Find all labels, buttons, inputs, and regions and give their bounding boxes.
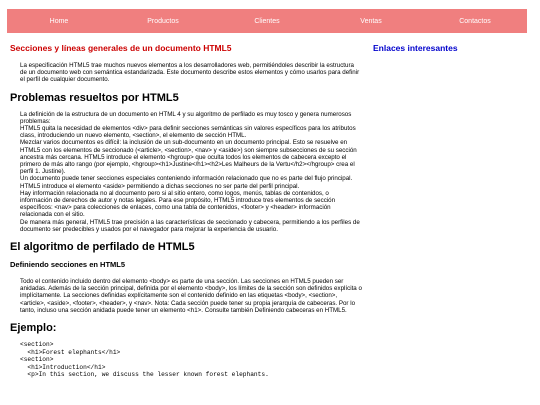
problem-line: La definición de la estructura de un documento en HTML 4 y su algoritmo de perfilado es muy tosco y genera numerosos problemas:: [20, 110, 352, 125]
problems-heading: Problemas resueltos por HTML5: [10, 91, 179, 104]
problem-line: HTML5 quita la necesidad de elementos <div> para definir secciones semánticas sin valores específicos para los atributos class, introduciendo un nuevo elemento, <section>, el elemento de sección HTML.: [20, 125, 356, 140]
nav-contactos-link[interactable]: Contactos: [459, 17, 491, 25]
intro-paragraph: La especificación HTML5 trae muchos nuevos elementos a los desarrolladores web, permitiéndoles describir la estructura de un documento web con semántica estandarizada. Este documento describe estos elementos y cómo usarlos para definir el perfil de cualquier documento.: [20, 62, 360, 84]
problem-line: Un documento puede tener secciones especiales conteniendo información relacionado que no es parte del flujo principal. HTML5 introduce el elemento <aside> permitiendo a dichas secciones no ser parte del perfil principal.: [20, 175, 353, 190]
sections-subheading: Definiendo secciones en HTML5: [10, 260, 126, 270]
problem-line: De manera más general, HTML5 trae precisión a las características de seccionado y cabecera, permitiendo a los perfiles de documento ser predecibles y usados por el navegador para mejorar la experiencia de usuario.: [20, 218, 360, 233]
example-heading: Ejemplo:: [10, 322, 57, 335]
nav-ventas-link[interactable]: Ventas: [360, 17, 382, 25]
top-nav: [7, 9, 527, 33]
problem-line: Mezclar varios documentos es difícil: la inclusión de un sub-documento en un documento principal. Esto se resuelve en HTML5 con los elementos de seccionado (<article>, <section>, <nav> y <aside>) son siempre subsecciones de su sección ancestra más cercana. HTML5 introduce el elemento <hgroup> que oculta todos los elementos de cabecera excepto el primero de más alto rango (por ejemplo, <hgroup><h1>Justine</h1><h2>Les Malheurs de la Vertu</h2></hgroup> crea el perfil 1. Justine).: [20, 139, 357, 176]
example-code: <section> <h1>Forest elephants</h1> <section> <h1>Introduction</h1> <p>In this section, we discuss the lesser known forest elephants.: [20, 341, 269, 379]
nav-home-link[interactable]: Home: [49, 17, 69, 25]
sections-paragraph: Todo el contenido incluido dentro del elemento <body> es parte de una sección. Las secciones en HTML5 pueden ser anidadas. Además de la sección principal, definida por el elemento <body>, los límites de la sección son definidos explícita o implícitamente. La secciones definidas explícitamente son el contenido definido en las etiquetas <body>, <section>, <article>, <aside>, <footer>, <header>, y <nav>. Nota: Cada sección puede tener su propia jerarquía de cabeceras. Por lo tanto, incluso una sección anidada puede tener un elemento <h1>. Consulte también Definiendo cabeceras en HTML5.: [20, 278, 362, 314]
problem-line: Hay información relacionada no al documento pero si al sitio entero, como logos, menús, tablas de contenidos, o información de derechos de autor y notas legales. Para ese propósito, HTML5 introduce tres elementos de sección específicos: <nav> para colecciones de enlaces, como una tabla de contenidos, <footer> y <header> información relacionada con el sitio.: [20, 189, 336, 219]
section-title: Secciones y líneas generales de un documento HTML5: [10, 43, 232, 53]
main-content: [10, 40, 362, 379]
sidebar: [373, 40, 533, 53]
nav-clientes-link[interactable]: Clientes: [254, 17, 280, 25]
links-heading: Enlaces interesantes: [373, 43, 458, 53]
nav-productos-link[interactable]: Productos: [147, 17, 179, 25]
algorithm-heading: El algoritmo de perfilado de HTML5: [10, 241, 195, 254]
